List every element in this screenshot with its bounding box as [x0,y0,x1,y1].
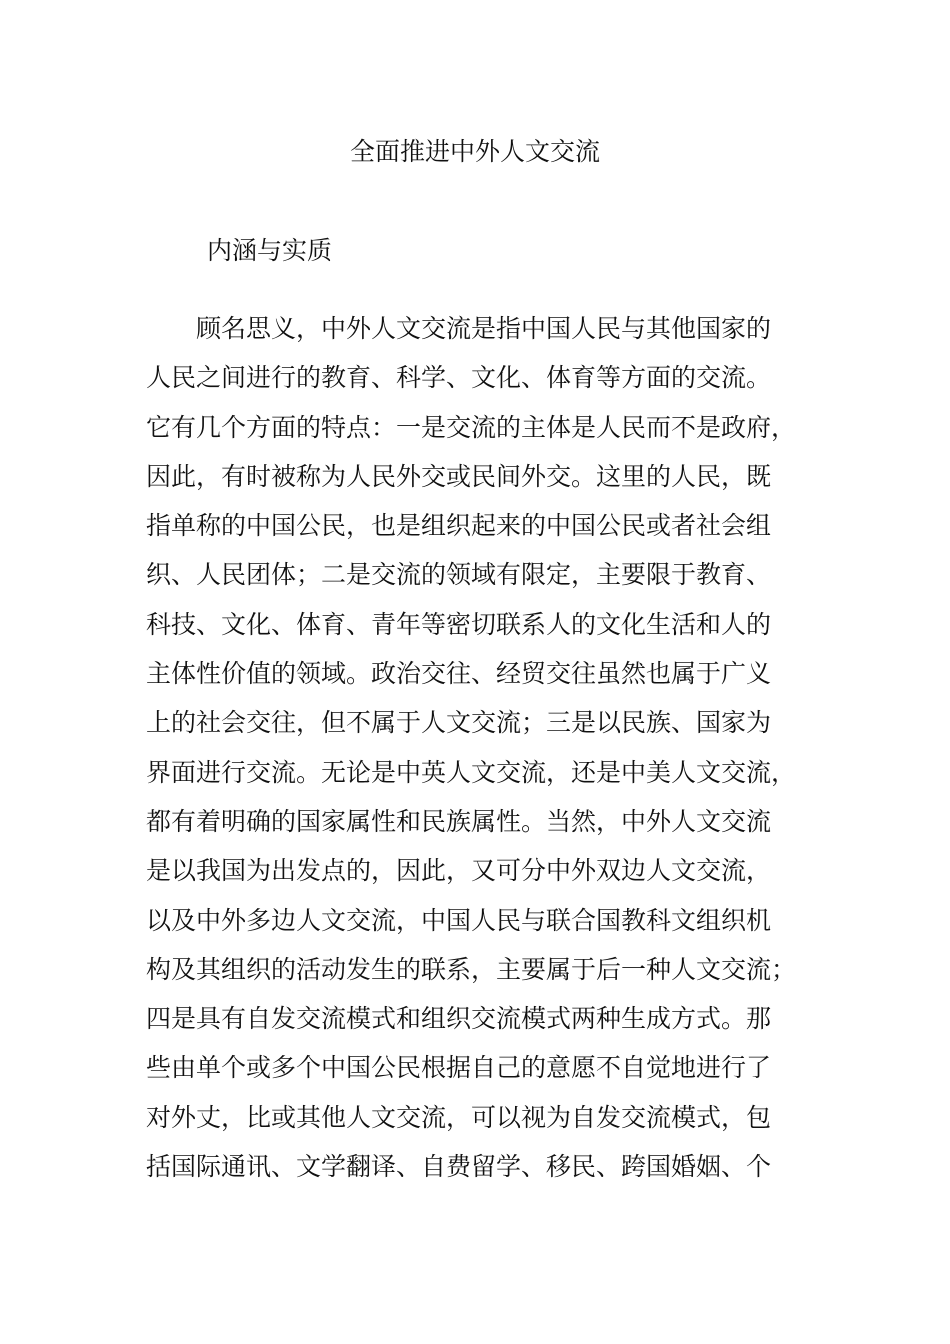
paragraph-line: 因此，有时被称为人民外交或民间外交。这里的人民，既 [146,461,772,491]
document-title: 全面推进中外人文交流 [349,137,600,166]
paragraph-line: 括国际通讯、文学翻译、自费留学、移民、跨国婚姻、个 [146,1152,772,1182]
paragraph-line: 些由单个或多个中国公民根据自己的意愿不自觉地进行了 [146,1053,772,1083]
paragraph-line: 人民之间进行的教育、科学、文化、体育等方面的交流。 [146,363,772,393]
paragraph-line: 上的社会交往，但不属于人文交流；三是以民族、国家为 [146,708,772,738]
paragraph-line: 都有着明确的国家属性和民族属性。当然，中外人文交流 [146,806,772,836]
paragraph-line: 织、人民团体；二是交流的领域有限定，主要限于教育、 [146,560,772,590]
paragraph-line: 以及中外多边人文交流，中国人民与联合国教科文组织机 [146,905,772,935]
paragraph-line: 指单称的中国公民，也是组织起来的中国公民或者社会组 [146,511,772,541]
paragraph-line: 四是具有自发交流模式和组织交流模式两种生成方式。那 [146,1004,772,1034]
paragraph-line: 构及其组织的活动发生的联系，主要属于后一种人文交流； [146,954,797,984]
paragraph-line: 它有几个方面的特点：一是交流的主体是人民而不是政府， [146,412,797,442]
paragraph-line: 主体性价值的领域。政治交往、经贸交往虽然也属于广义 [146,659,772,689]
section-heading: 内涵与实质 [207,236,333,265]
paragraph-line: 是以我国为出发点的，因此，又可分中外双边人文交流， [146,856,772,886]
paragraph-line: 科技、文化、体育、青年等密切联系人的文化生活和人的 [146,609,772,639]
body-paragraph [146,304,806,1191]
paragraph-line: 顾名思义，中外人文交流是指中国人民与其他国家的 [196,314,772,343]
paragraph-line: 界面进行交流。无论是中英人文交流，还是中美人文交流， [146,757,797,787]
paragraph-line: 对外丈，比或其他人文交流，可以视为自发交流模式，包 [146,1102,772,1132]
